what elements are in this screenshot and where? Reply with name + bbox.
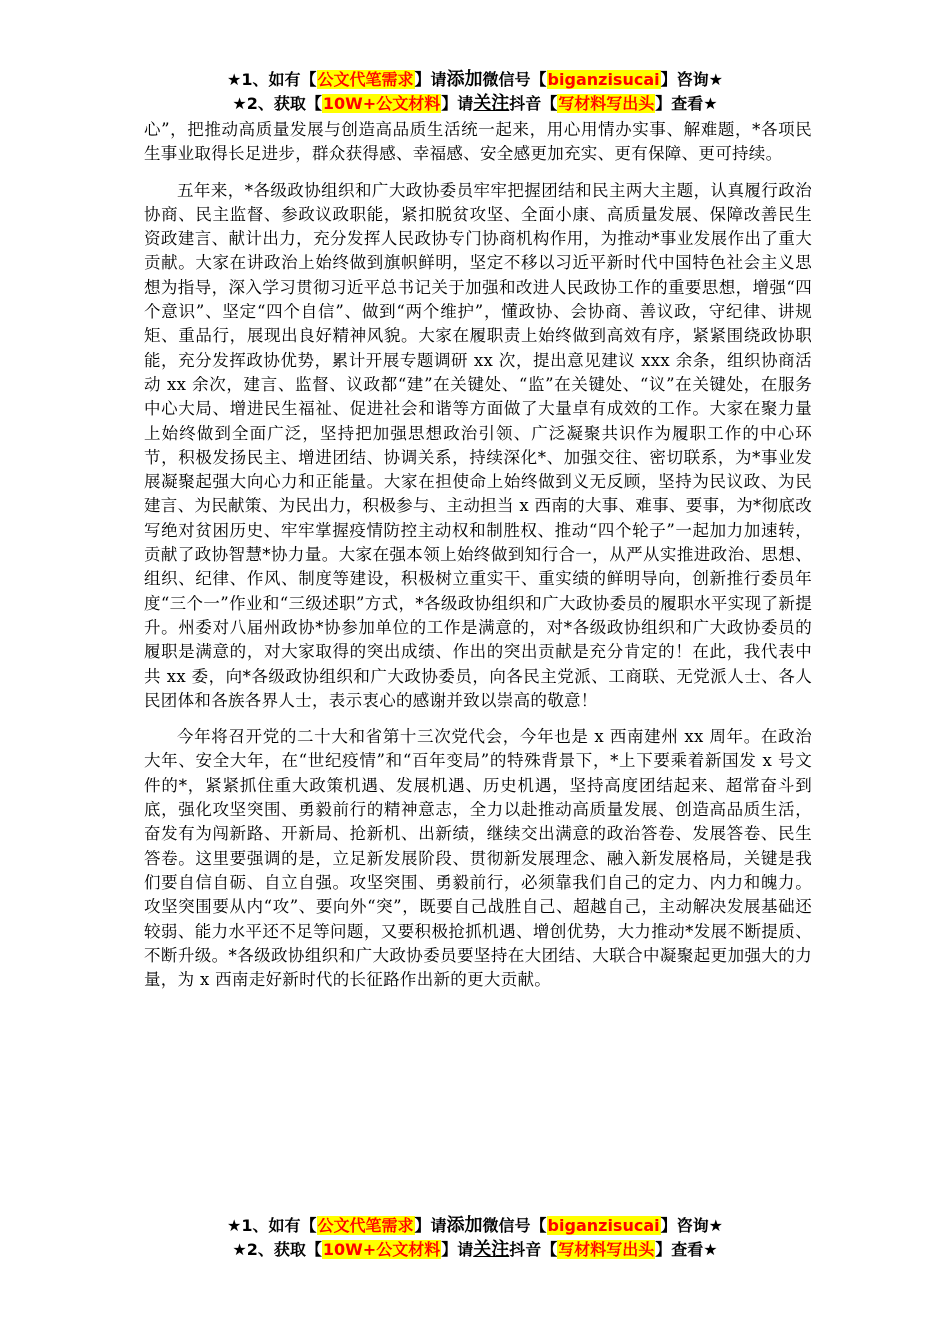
paragraph-five-years: 五年来，*各级政协组织和广大政协委员牢牢把握团结和民主两大主题，认真履行政治协商、民主监督、参政议政职能，紧扣脱贫攻坚、全面小康、高质量发展、保障改善民生资政建言、献计出力，充分发挥人民政协专门协商机构作用，为推动*事业发展作出了重大贡献。大家在讲政治上始终做到旗帜鲜明，坚定不移以习近平新时代中国特色社会主义思想为指导，深入学习贯彻习近平总书记关于加强和改进人民政协工作的重要思想，增强“四个意识”、坚定“四个自信”、做到“两个维护”，懂政协、会协商、善议政，守纪律、讲规矩、重品行，展现出良好精神风貌。大家在履职责上始终做到高效有序，紧紧围绕政协职能，充分发挥政协优势，累计开展专题调研 xx 次，提出意见建议 xxx 余条，组织协商活动 xx 余次，建言、监督、议政都“建”在关键处、“监”在关键处、“议”在关键处，在服务中心大局、增进民生福祉、促进社会和谐等方面做了大量卓有成效的工作。大家在聚力量上始终做到全面广泛，坚持把加强思想政治引领、广泛凝聚共识作为履职工作的中心环节，积极发扬民主、增进团结、协调关系，持续深化*、加强交往、密切联系，为*事业发展凝聚起强大向心力和正能量。大家在担使命上始终做到义无反顾，坚持为民议政、为民建言、为民献策、为民出力，积极参与、主动担当 x 西南的大事、难事、要事，为*彻底改写绝对贫困历史、牢牢掌握疫情防控主动权和制胜权、推动“四个轮子”一起加力加速转，贡献了政协智慧*协力量。大家在强本领上始终做到知行合一，从严从实推进政治、思想、组织、纪律、作风、制度等建设，积极树立重实干、重实绩的鲜明导向，创新推行委员年度“三个一”作业和“三级述职”方式，*各级政协组织和广大政协委员的履职水平实现了新提升。州委对八届州政协*协参加单位的工作是满意的，对*各级政协组织和广大政协委员的履职是满意的，对大家取得的突出成绩、作出的突出贡献是充分肯定的！在此，我代表中共 xx 委，向*各级政协组织和广大政协委员，向各民主党派、工商联、无党派人士、各人民团体和各族各界人士，表示衷心的感谢并致以崇高的敬意！ [144,180,812,710]
promo-text: 】请 [441,94,474,113]
document-body [144,118,812,992]
emphasis-add: 添加 [446,1215,483,1236]
promo-text: 】咨询★ [660,1216,723,1235]
highlight-douyin-account: 写材料写出头 [558,1240,655,1259]
promo-line-2 [0,92,950,116]
promo-text: 】请 [414,1216,447,1235]
emphasis-follow: 关注 [473,1239,510,1260]
promo-line-2 [0,1238,950,1262]
highlight-service: 公文代笔需求 [317,70,414,89]
promo-text: 抖音【 [509,1240,558,1259]
promo-text: 微信号【 [482,1216,547,1235]
promo-line-1 [0,68,950,92]
promo-footer [0,1214,950,1262]
promo-line-1 [0,1214,950,1238]
highlight-service: 公文代笔需求 [317,1216,414,1235]
promo-text: 抖音【 [509,94,558,113]
promo-text: ★2、获取【 [232,94,322,113]
promo-text: 】咨询★ [660,70,723,89]
promo-header [0,68,950,116]
paragraph-this-year: 今年将召开党的二十大和省第十三次党代会，今年也是 x 西南建州 xx 周年。在政治大年、安全大年，在“世纪疫情”和“百年变局”的特殊背景下，*上下要乘着新国发 x 号文件的*，紧紧抓住重大政策机遇、发展机遇、历史机遇，坚持高度团结起来、超常奋斗到底，强化攻坚突围、勇毅前行的精神意志，全力以赴推动高质量发展、创造高品质生活，奋发有为闯新路、开新局、抢新机、出新绩，继续交出满意的政治答卷、发展答卷、民生答卷。这里要强调的是，立足新发展阶段、贯彻新发展理念、融入新发展格局，关键是我们要自信自砺、自立自强。攻坚突围、勇毅前行，必须靠我们自己的定力、内力和魄力。攻坚突围要从内“攻”、要向外“突”，既要自己战胜自己、超越自己，主动解决发展基础还较弱、能力水平还不足等问题，又要积极抢抓机遇、增创优势，大力推动*发展不断提质、不断升级。*各级政协组织和广大政协委员要坚持在大团结、大联合中凝聚起更加强大的力量，为 x 西南走好新时代的长征路作出新的更大贡献。 [144,727,812,990]
highlight-douyin-account: 写材料写出头 [558,94,655,113]
highlight-materials: 10W+公文材料 [322,94,441,113]
promo-text: 】请 [441,1240,474,1259]
paragraph-continuation: 心”，把推动高质量发展与创造高品质生活统一起来，用心用情办实事、解难题，*各项民生事业取得长足进步，群众获得感、幸福感、安全感更加充实、更有保障、更可持续。 [144,120,812,164]
promo-text: ★1、如有【 [227,1216,317,1235]
promo-text: ★2、获取【 [232,1240,322,1259]
emphasis-follow: 关注 [473,93,510,114]
promo-text: ★1、如有【 [227,70,317,89]
promo-text: 】查看★ [655,1240,718,1259]
highlight-materials: 10W+公文材料 [322,1240,441,1259]
promo-text: 】查看★ [655,94,718,113]
highlight-wechat-id: biganzisucai [547,70,660,89]
promo-text: 】请 [414,70,447,89]
highlight-wechat-id: biganzisucai [547,1216,660,1235]
emphasis-add: 添加 [446,69,483,90]
promo-text: 微信号【 [482,70,547,89]
